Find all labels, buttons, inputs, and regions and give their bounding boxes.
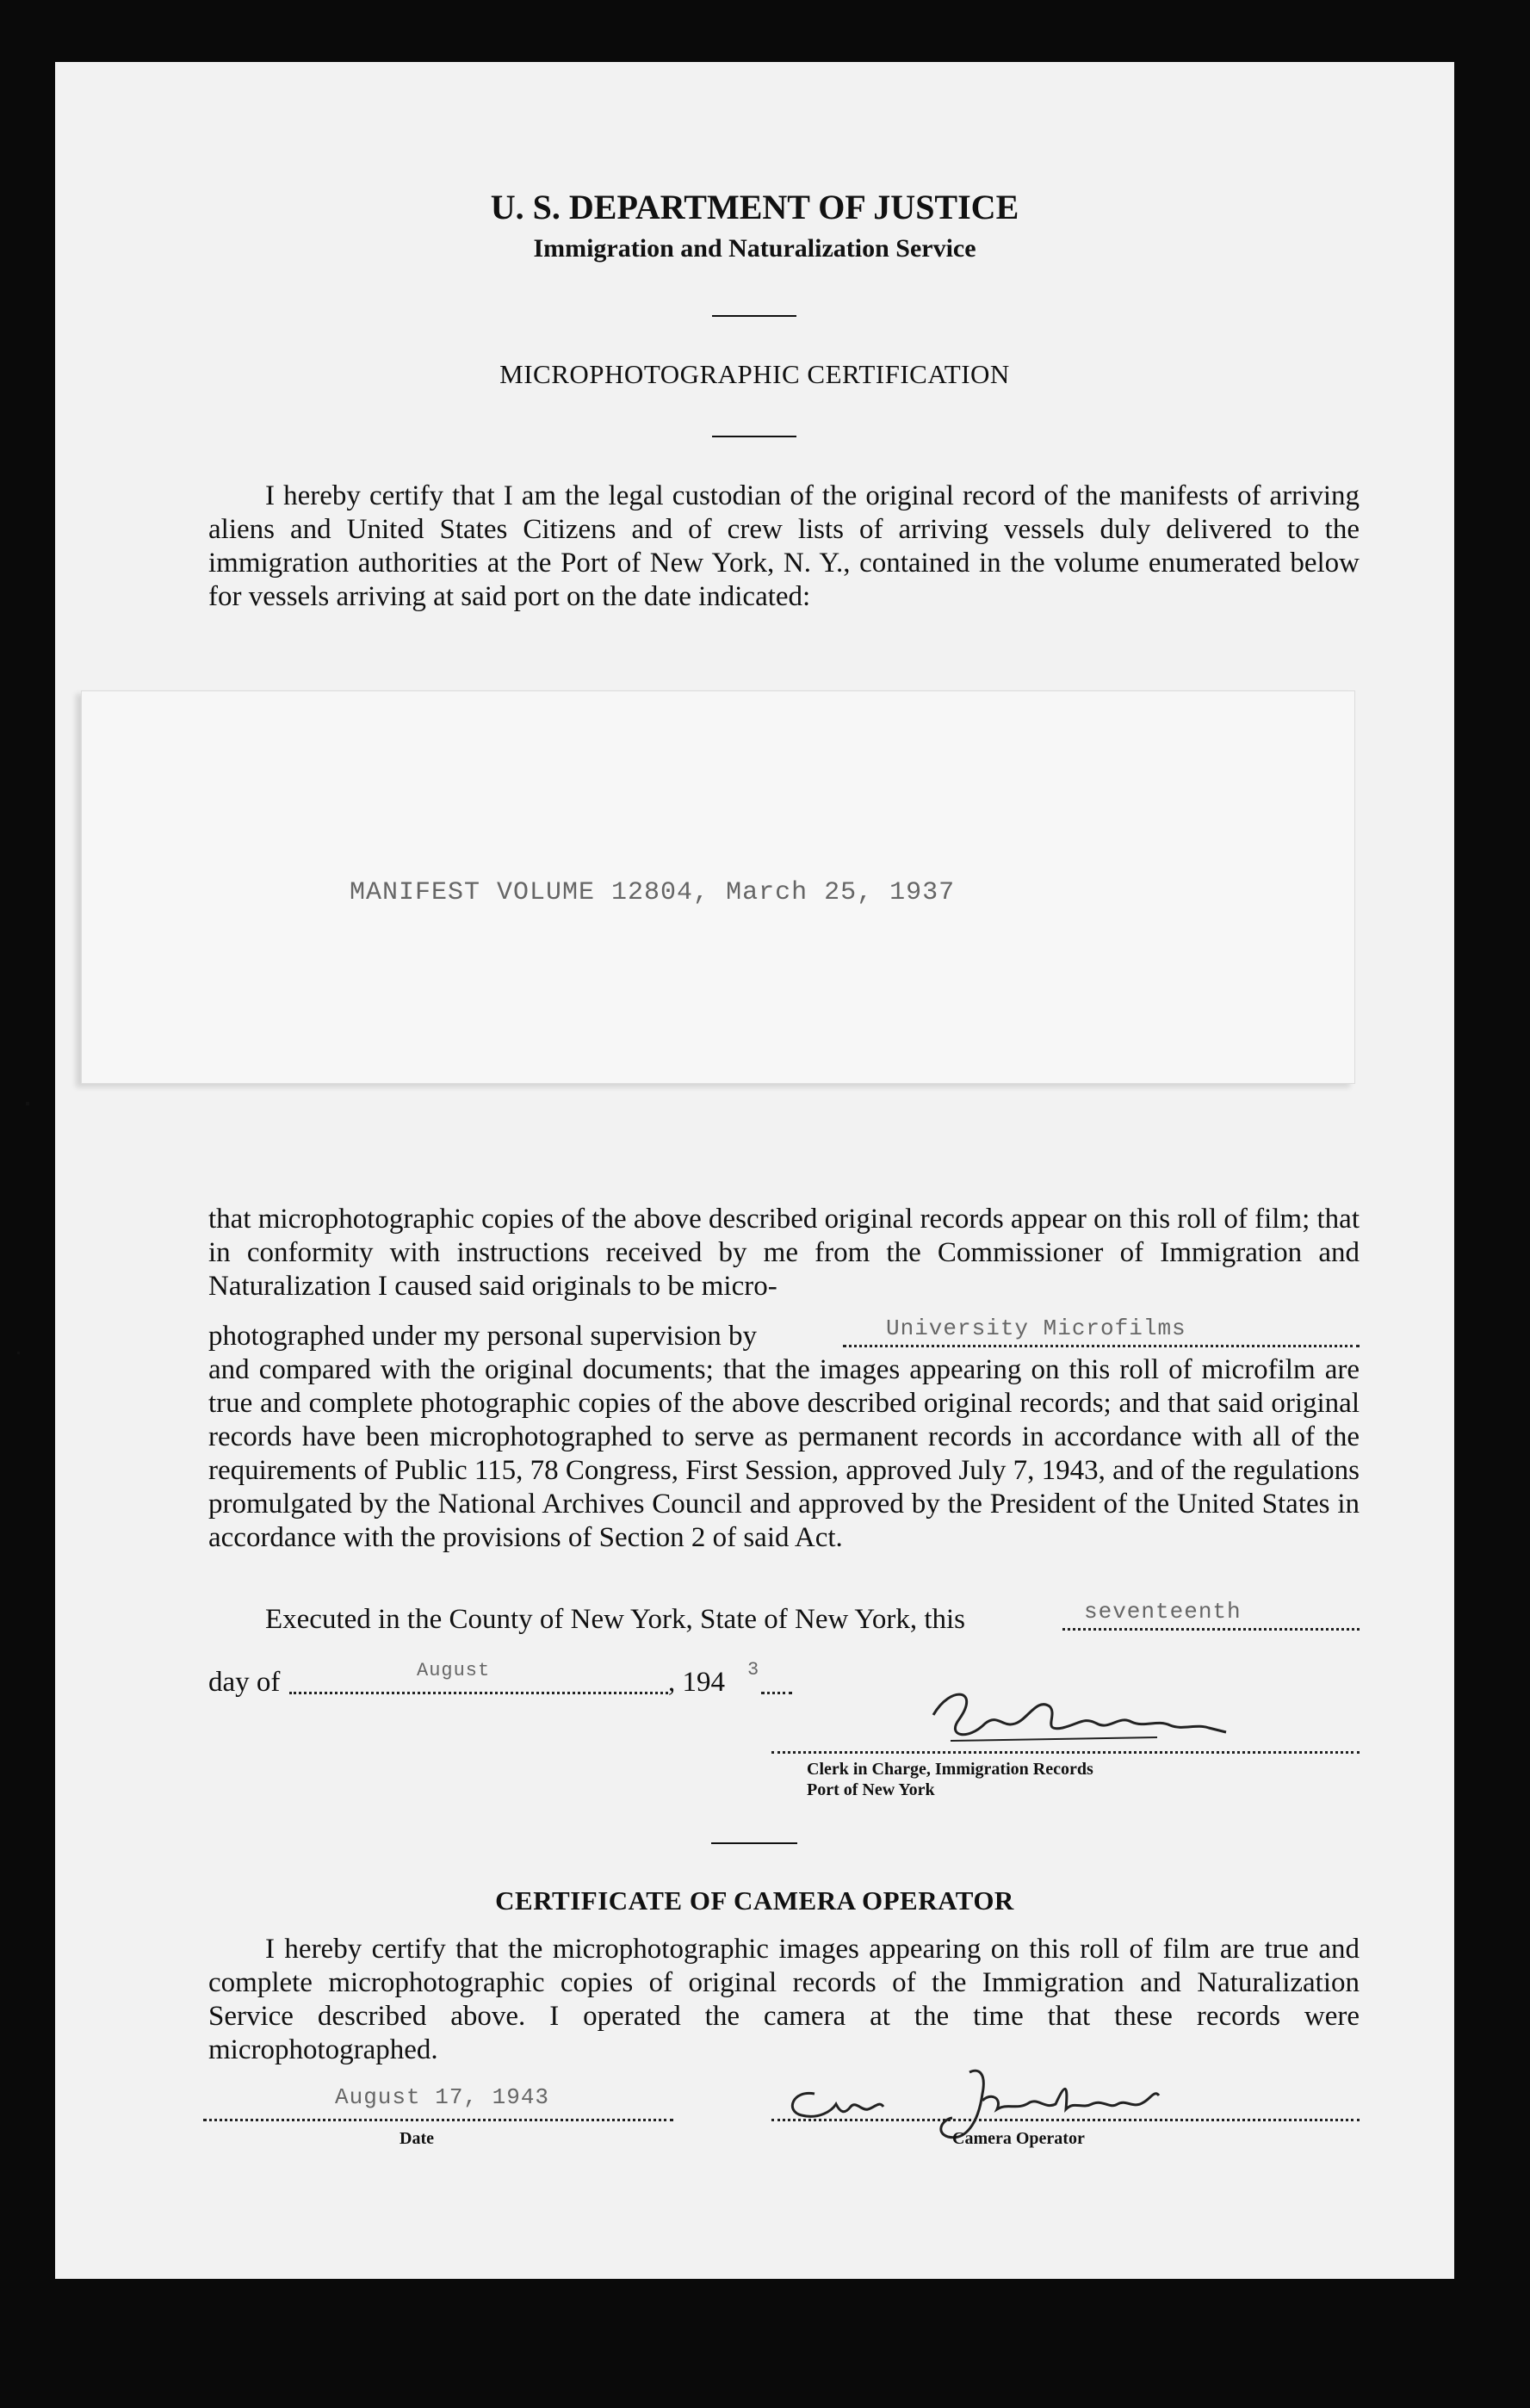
camera-date-value: August 17, 1943 (335, 2084, 550, 2110)
divider (711, 1842, 797, 1844)
divider (712, 315, 796, 317)
body-paragraph-part1: that microphotographic copies of the above described original records appear on this roll of film; that in conformity with instructions received by me from the Commissioner of Immigration and Naturalization I caused said originals to be micro- (208, 1204, 1360, 1302)
clerk-signature-line (771, 1751, 1360, 1754)
camera-date-line (203, 2119, 673, 2121)
clerk-caption-line1: Clerk in Charge, Immigration Records (807, 1760, 1093, 1779)
camera-paragraph: I hereby certify that the microphotographic images appearing on this roll of film are true and complete microphotographic copies of original records of the Immigration and Naturalization Service described above. I operated the camera at the time that these records were microphotographed. (208, 1934, 1360, 2065)
month-value: August (417, 1660, 491, 1681)
supervision-dotted-line (843, 1345, 1360, 1347)
document-page (55, 62, 1454, 2279)
divider (712, 436, 796, 437)
volume-slip-text: MANIFEST VOLUME 12804, March 25, 1937 (350, 878, 956, 907)
supervision-line-label: photographed under my personal supervision by (208, 1321, 757, 1352)
page-title: U. S. DEPARTMENT OF JUSTICE (490, 188, 1019, 226)
camera-heading: CERTIFICATE OF CAMERA OPERATOR (495, 1885, 1014, 1916)
clerk-caption (807, 1759, 1093, 1800)
scan-speck (26, 1102, 29, 1105)
clerk-caption-line2: Port of New York (807, 1780, 935, 1799)
month-dotted-line (289, 1692, 668, 1694)
intro-paragraph: I hereby certify that I am the legal custodian of the original record of the manifests of arriving aliens and United States Citizens and of crew lists of arriving vessels duly delivered to the immigration authorities at the Port of New York, N. Y., contained in the volume enumerated below for vessels arriving at said port on the date indicated: (208, 480, 1360, 612)
executed-line-label: Executed in the County of New York, State of New York, this (265, 1604, 966, 1635)
camera-operator-line (771, 2119, 1360, 2121)
body-paragraph-part2: and compared with the original documents; that the images appearing on this roll of microfilm are true and complete photographic copies of the above described original records; and that said original records have been microphotographed to serve as permanent records in accordance with all of the requirements of Public 115, 78 Congress, First Session, approved July 7, 1943, and of the regulations promulgated by the National Archives Council and approved by the President of the United States in accordance with the provisions of Section 2 of said Act. (208, 1354, 1360, 1553)
executed-day-value: seventeenth (1084, 1599, 1242, 1625)
day-of-label: day of (208, 1667, 281, 1698)
scan-speck (17, 1352, 20, 1354)
certification-heading: MICROPHOTOGRAPHIC CERTIFICATION (499, 359, 1010, 389)
camera-operator-label: Camera Operator (952, 2129, 1085, 2148)
year-suffix-value: 3 (747, 1659, 760, 1681)
executed-dotted-line (1062, 1628, 1360, 1631)
camera-date-label: Date (400, 2129, 434, 2148)
year-label: , 194 (668, 1667, 725, 1698)
page-subtitle: Immigration and Naturalization Service (533, 234, 976, 263)
clerk-signature (899, 1681, 1243, 1758)
supervision-value: University Microfilms (886, 1315, 1186, 1341)
year-dotted-line (761, 1692, 792, 1694)
